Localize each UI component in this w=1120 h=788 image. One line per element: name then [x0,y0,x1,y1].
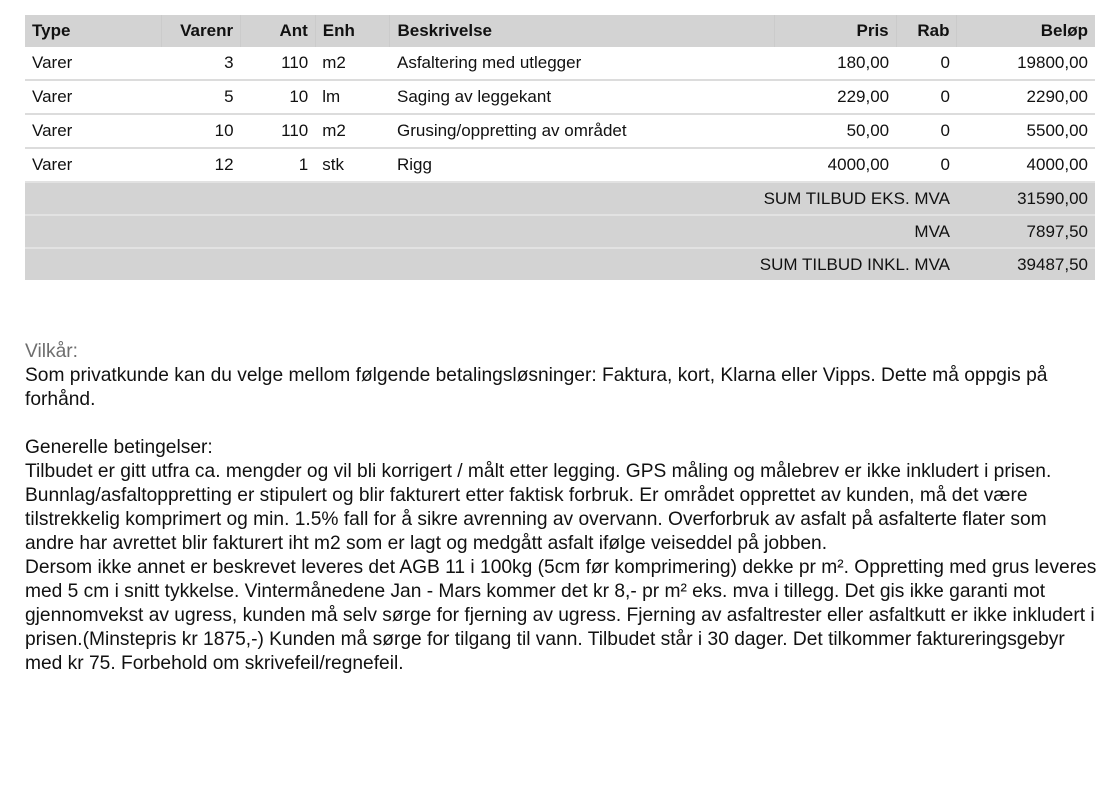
cell-type: Varer [25,80,162,114]
cell-pris: 229,00 [775,80,897,114]
terms-section [25,340,1100,676]
cell-belop: 2290,00 [957,80,1095,114]
cell-rab: 0 [896,114,957,148]
total-label: SUM TILBUD INKL. MVA [25,248,957,280]
table-row [25,148,1095,182]
cell-ant: 110 [241,114,316,148]
total-row-mva [25,215,1095,248]
total-value: 39487,50 [957,248,1095,280]
total-value: 7897,50 [957,215,1095,248]
header-ant: Ant [241,15,316,47]
cell-beskrivelse: Saging av leggekant [390,80,775,114]
cell-varenr: 10 [162,114,241,148]
cell-enh: m2 [315,47,390,80]
header-rab: Rab [896,15,957,47]
header-pris: Pris [775,15,897,47]
cell-pris: 4000,00 [827,155,890,174]
cell-beskrivelse: Rigg [396,155,432,174]
cell-ant: 10 [241,80,316,114]
cell-enh: m2 [315,114,390,148]
cell-varenr: 12 [214,155,234,174]
cell-type: Varer [25,47,162,80]
quote-items-table [25,15,1095,280]
cell-belop: 4000,00 [1026,155,1088,174]
header-enh: Enh [315,15,390,47]
cell-belop: 19800,00 [957,47,1095,80]
total-row-sum-inkl-mva [25,248,1095,280]
cell-type: Varer [32,155,73,174]
header-type: Type [25,15,162,47]
cell-rab: 0 [896,80,957,114]
cell-type: Varer [25,114,162,148]
table-header-row [25,15,1095,47]
cell-varenr: 5 [162,80,241,114]
cell-beskrivelse: Asfaltering med utlegger [390,47,775,80]
cell-pris: 180,00 [775,47,897,80]
table-row [25,114,1095,148]
cell-rab: 0 [896,47,957,80]
header-belop: Beløp [957,15,1095,47]
general-conditions-paragraph-1: Tilbudet er gitt utfra ca. mengder og vil bli korrigert / målt etter legging. GPS måling og målebrev er ikke inkludert i prisen. Bunnlag/asfaltoppretting er stipulert og blir fakturert etter faktisk forbruk. Er området opprettet av kunden, må det være tilstrekkelig komprimert og min. 1.5% fall for å sikre avrenning av overvann. Overforbruk av asfalt på asfalterte flater som andre har avrettet blir fakturert iht m2 som er lagt og medgått asfalt ifølge veiseddel på jobben. [25,461,1052,554]
cell-ant: 110 [241,47,316,80]
cell-ant: 1 [298,155,309,174]
cell-beskrivelse: Grusing/oppretting av området [390,114,775,148]
total-label: SUM TILBUD EKS. MVA [25,182,957,215]
cell-pris: 50,00 [775,114,897,148]
cell-rab: 0 [940,155,950,174]
spacer [25,412,1100,436]
cell-enh: stk [322,155,344,174]
cell-varenr: 3 [162,47,241,80]
general-conditions-label: Generelle betingelser: [25,437,213,458]
vilkar-text: Som privatkunde kan du velge mellom følgende betalingsløsninger: Faktura, kort, Klarna eller Vipps. Dette må oppgis på forhånd. [25,365,1048,410]
total-label: MVA [25,215,957,248]
vilkar-label: Vilkår: [25,341,78,362]
table-row [25,80,1095,114]
general-conditions-paragraph-2: Dersom ikke annet er beskrevet leveres det AGB 11 i 100kg (5cm før komprimering) dekke pr m². Oppretting med grus leveres med 5 cm i snitt tykkelse. Vintermånedene Jan - Mars kommer det kr 8,- pr m² eks. mva i tillegg. Det gis ikke garanti mot gjennomvekst av ugress, kunden må selv sørge for fjerning av ugress. Fjerning av asfaltrester eller asfaltkutt er ikke inkludert i prisen.(Minstepris kr 1875,-) Kunden må sørge for tilgang til vann. Tilbudet står i 30 dager. Det tilkommer faktureringsgebyr med kr 75. Forbehold om skrivefeil/regnefeil. [25,557,1097,674]
header-beskrivelse: Beskrivelse [390,15,775,47]
cell-belop: 5500,00 [957,114,1095,148]
total-row-sum-eks-mva [25,182,1095,215]
total-value: 31590,00 [957,182,1095,215]
header-varenr: Varenr [162,15,241,47]
cell-enh: lm [315,80,390,114]
table-row [25,47,1095,80]
